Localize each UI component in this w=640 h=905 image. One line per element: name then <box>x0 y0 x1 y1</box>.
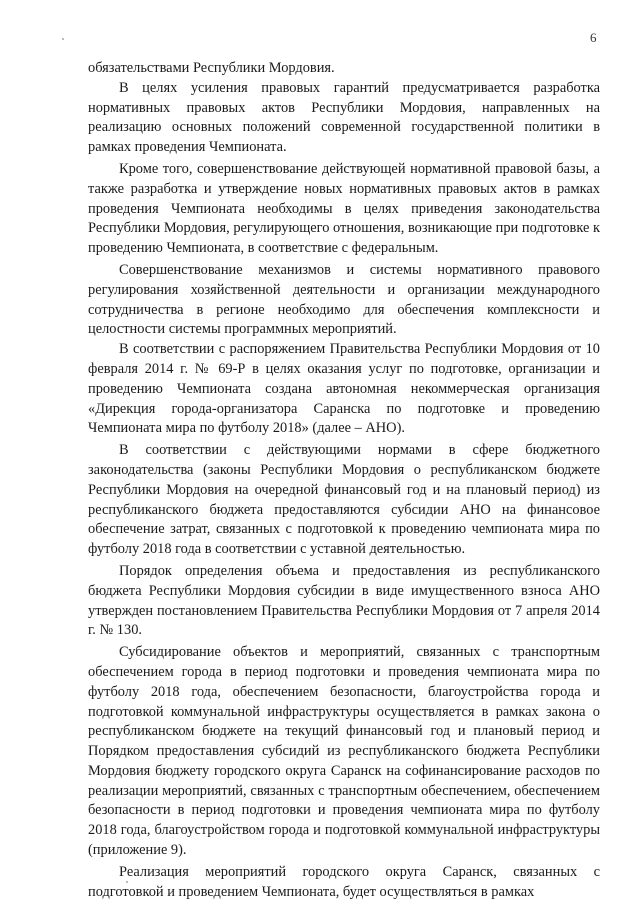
paragraph-subsidy-procedure: Порядок определения объема и предоставления из республиканского бюджета Республики Мордовия субсидии в виде имущественного взноса АНО утвержден постановлением Правительства Республики Мордовия от 7 апреля 2014 г. № 130. <box>88 562 600 639</box>
scan-dot <box>126 881 128 883</box>
paragraph-subsidizing-objects: Субсидирование объектов и мероприятий, связанных с транспортным обеспечением города в период подготовки и проведения чемпионата мира по футболу 2018 года, обеспечением безопасности, благоустройства города и подготовкой коммунальной инфраструктуры осуществляется в рамках закона о республиканском бюджете на текущий финансовый год и плановый период и Порядком предоставления субсидий из республиканского бюджета Республики Мордовия бюджету городского округа Саранск на софинансирование расходов по реализации мероприятий, связанных с транспортным обеспечением, обеспечением безопасности в период подготовки и проведения чемпионата мира по футболу 2018 года, благоустройством города и подготовкой коммунальной инфраструктуры (приложение 9). <box>88 644 600 859</box>
paragraph-legal-guarantees: В целях усиления правовых гарантий предусматривается разработка нормативных правовых актов Республики Мордовия, направленных на реализацию основных положений современной государственной политики в рамках проведения Чемпионата. <box>88 79 600 156</box>
scan-dot <box>62 38 64 40</box>
paragraph-continuation: обязательствами Республики Мордовия. <box>88 60 335 76</box>
paragraph-regulation-mechanisms: Совершенствование механизмов и системы нормативного правового регулирования хозяйственной деятельности и организации международного сотрудничества в регионе необходимо для обеспечения комплексности и целостности системы программных мероприятий. <box>88 261 600 338</box>
paragraph-regulatory-base: Кроме того, совершенствование действующей нормативной правовой базы, а также разработка и утверждение новых нормативных правовых актов в рамках проведения Чемпионата необходимы в целях приведения законодательства Республики Мордовия, регулирующего отношения, возникающие при подготовке к проведению Чемпионата, в соответствие с федеральным. <box>88 160 600 257</box>
page-number: 6 <box>590 30 597 45</box>
document-body <box>88 59 600 902</box>
paragraph-budget-subsidies: В соответствии с действующими нормами в сфере бюджетного законодательства (законы Республики Мордовия о республиканском бюджете Республики Мордовия на очередной финансовый год и на плановый период) из республиканского бюджета предоставляются субсидии АНО на финансовое обеспечение затрат, связанных с подготовкой к проведению чемпионата мира по футболу 2018 года в соответствии с уставной деятельностью. <box>88 442 600 558</box>
paragraph-saransk-measures: Реализация мероприятий городского округа Саранск, связанных с подготовкой и проведением Чемпионата, будет осуществляться в рамках <box>88 863 600 900</box>
paragraph-ano-creation: В соответствии с распоряжением Правительства Республики Мордовия от 10 февраля 2014 г. № 69-Р в целях оказания услуг по подготовке, организации и проведению Чемпионата создана автономная некоммерческая организация «Дирекция города-организатора Саранска по подготовке и проведению Чемпионата мира по футболу 2018» (далее – АНО). <box>88 341 600 437</box>
